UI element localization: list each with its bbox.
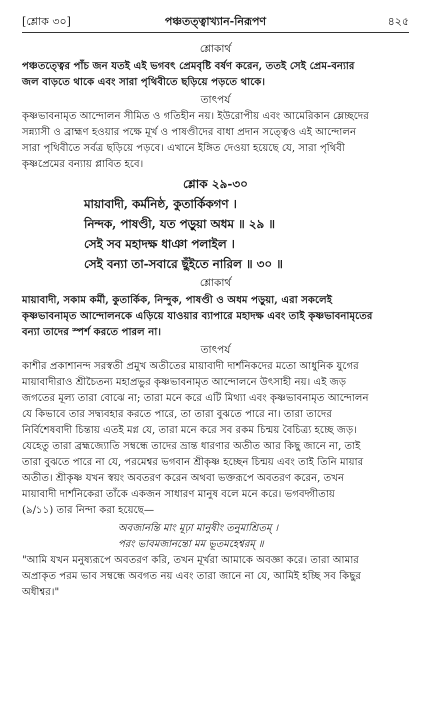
purport-heading: তাৎপর্য [200,94,231,106]
text-line: সারা পৃথিবীতে সর্বত্র ছড়িয়ে পড়বে। এখানে ইঙ্গিত দেওয়া হয়েছে যে, সারা পৃথিবী [22,143,345,154]
verse-line: সেই সব মহাদক্ষ ধাঞা পলাইল । [84,237,235,251]
text-line: সন্ন্যাসী ও ব্রাহ্মণ হওয়ার পক্ষে মূর্খ ও পাষণ্ডীদের বাধা প্রদান সত্ত্বেও এই আন্দোলন [22,127,357,138]
text-line: জগতের মূল্য তারা বোঝে না; তারা মনে করে এটি মিথ্যা এবং কৃষ্ণভাবনামৃত আন্দোলন [22,393,369,404]
text-line: কৃষ্ণপ্রেমের বন্যায় প্লাবিত হবে। [22,159,144,170]
verse-block [84,194,409,274]
verse-line: সেই বন্যা তা-সবারে ছুঁইতে নারিল ॥ ৩০ ॥ [84,257,283,271]
translation-heading: শ্লোকার্থ [199,43,232,55]
text-line: কাশীর প্রকাশানন্দ সরস্বতী প্রমুখ অতীতের মায়াবাদী দার্শনিকদের মতো আধুনিক যুগের [22,361,359,372]
verse-title: শ্লোক ২৯-৩০ [183,177,248,191]
text-line: অপ্রাকৃত পরম ভাব সম্বন্ধে অবগত নয় এবং তারা জানে না যে, আমিই হচ্ছি সব কিছুর [22,571,362,582]
text-line: নির্বিশেষবাদী চিন্তায় এতই মগ্ন যে, তারা মনে করে সব রকম চিন্ময় বৈচিত্র্য হচ্ছে জড়। [22,425,357,436]
page-number: ৪২৫ [387,15,409,28]
text-line: জল বাড়তে থাকে এবং সারা পৃথিবীতে ছড়িয়ে পড়তে থাকে। [22,76,266,88]
purport-paragraph [22,109,409,173]
text-line: যে কিভাবে তার সদ্ব্যবহার করতে পারে, তা তারা বুঝতে পারে না। তারা তাদের [22,409,332,420]
sanskrit-line: অবজানন্তি মাং মূঢ়া মানুষীং তনুমাশ্রিতম্ । [118,523,279,534]
text-line: যেহেতু তারা ব্রহ্মজ্যোতি সম্বন্ধে তাদের ভ্রান্ত ধারণার অতীত আর কিছু জানে না, তাই [22,441,361,452]
verse-line: মায়াবাদী, কর্মনিষ্ঠ, কুতার্কিকগণ । [84,197,237,211]
quote-translation [22,553,409,601]
purport-heading: তাৎপর্য [200,344,231,356]
translation-paragraph [22,58,409,90]
verse-line: নিন্দক, পাষণ্ডী, যত পড়ুয়া অধম ॥ ২৯ ॥ [84,217,275,231]
translation-paragraph [22,292,409,340]
text-line: পঞ্চতত্ত্বের পাঁচ জন যতই এই ভগবৎ প্রেমবৃষ্টি বর্ষণ করেন, ততই সেই প্রেম-বন্যার [22,60,355,72]
text-line: তারা বুঝতে পারে না যে, পরমেশ্বর ভগবান শ্রীকৃষ্ণ হচ্ছেন চিন্ময় এবং তাই তিনি মায়ার [22,457,364,468]
text-line: কৃষ্ণভাবনামৃত আন্দোলন সীমিত ও গতিহীন নয়। ইউরোপীয় এবং আমেরিকান ম্লেচ্ছদের [22,111,369,122]
text-line: অধীশ্বর।" [22,587,60,598]
text-line: মায়াবাদী দার্শনিকেরা তাঁকে একজন সাধারণ মানুষ বলে মনে করে। ভগবদ্গীতায় [22,489,335,500]
header-rule [22,32,409,33]
text-line: মায়াবাদীরাও শ্রীচৈতন্য মহাপ্রভুর কৃষ্ণভাবনামৃত আন্দোলনে উৎসাহী নয়। এই জড় [22,377,347,388]
purport-paragraph [22,359,409,519]
page-header [22,13,409,31]
translation-heading: শ্লোকার্থ [199,277,232,289]
text-line: মায়াবাদী, সকাম কর্মী, কুতার্কিক, নিন্দুক, পাষণ্ডী ও অধম পড়ুয়া, এরা সকলেই [22,294,333,306]
chapter-title: পঞ্চতত্ত্বাখ্যান-নিরূপণ [164,15,267,28]
text-line: "আমি যখন মনুষ্যরূপে অবতরণ করি, তখন মূর্খরা আমাকে অবজ্ঞা করে। তারা আমার [22,555,359,566]
sanskrit-line: পরং ভাবমজানন্তো মম ভূতমহেশ্বরম্ ॥ [118,539,264,550]
sanskrit-quote [118,521,409,553]
text-line: (৯/১১) তার নিন্দা করা হয়েছে— [22,505,155,516]
verse-range-label: [শ্লোক ৩০] [22,15,71,28]
page-content [22,40,409,603]
text-line: কৃষ্ণভাবনামৃত আন্দোলনকে এড়িয়ে যাওয়ার ব্যাপারে মহাদক্ষ এবং তাই কৃষ্ণভাবনামৃতের [22,310,373,322]
text-line: বন্যা তাদের স্পর্শ করতে পারল না। [22,326,161,338]
text-line: অতীত। শ্রীকৃষ্ণ যখন স্বয়ং অবতরণ করেন অথবা ভক্তরূপে অবতরণ করেন, তখন [22,473,345,484]
